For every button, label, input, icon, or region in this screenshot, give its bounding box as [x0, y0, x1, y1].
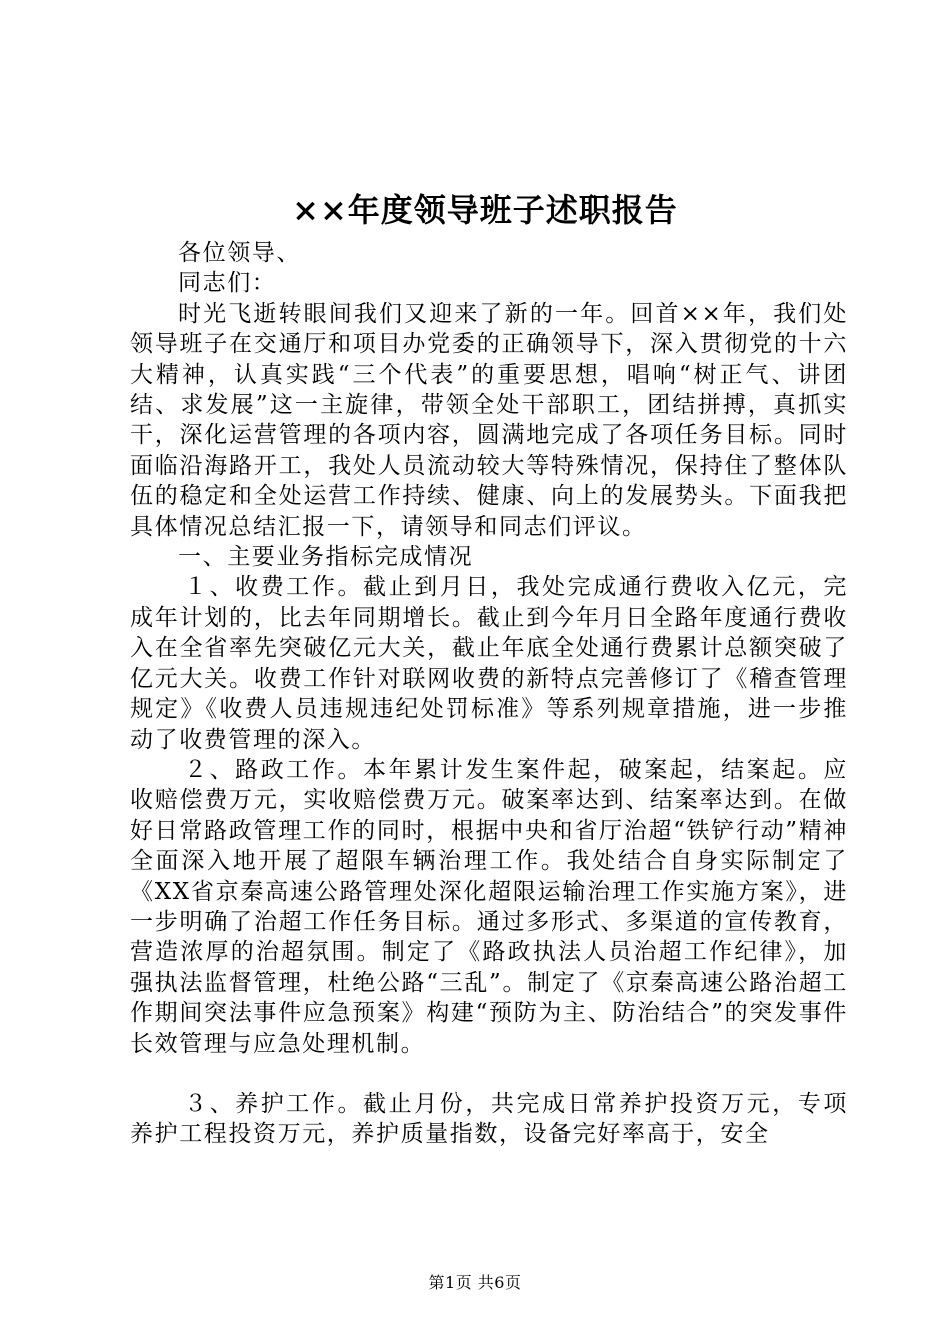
document-title: ××年度领导班子述职报告 [292, 191, 678, 229]
paragraph-spacer [130, 1059, 848, 1089]
intro-paragraph: 时光飞逝转眼间我们又迎来了新的一年。回首××年，我们处领导班子在交通厅和项目办党委的正确领导下，深入贯彻党的十六大精神，认真实践“三个代表”的重要思想，唱响“树正气、讲团结、求发展”这一主旋律，带领全处干部职工，团结拼搏，真抓实干，深化运营管理的各项内容，圆满地完成了各项任务目标。同时面临沿海路开工，我处人员流动较大等特殊情况，保持住了整体队伍的稳定和全处运营工作持续、健康、向上的发展势头。下面我把具体情况总结汇报一下，请领导和同志们评议。 [130, 300, 848, 540]
item-maintenance: ３、养护工作。截止月份，共完成日常养护投资万元，专项养护工程投资万元，养护质量指数，设备完好率高于，安全 [130, 1090, 848, 1148]
salutation-comrades: 同志们： [178, 270, 277, 297]
page-number: 第1页 共6页 [428, 1273, 522, 1292]
item-toll-collection: １、收费工作。截止到月日，我处完成通行费收入亿元，完成年计划的，比去年同期增长。截止到今年月日全路年度通行费收入在全省率先突破亿元大关，截止年底全处通行费累计总额突破了亿元大关。收费工作针对联网收费的新特点完善修订了《稽查管理规定》《收费人员违规违纪处罚标准》等系列规章措施，进一步推动了收费管理的深入。 [130, 574, 848, 753]
document-body [130, 238, 848, 1150]
item-road-administration: ２、路政工作。本年累计发生案件起，破案起，结案起。应收赔偿费万元，实收赔偿费万元。破案率达到、结案率达到。在做好日常路政管理工作的同时，根据中央和省厅治超“铁铲行动”精神全面深入地开展了超限车辆治理工作。我处结合自身实际制定了《XX省京秦高速公路管理处深化超限运输治理工作实施方案》，进一步明确了治超工作任务目标。通过多形式、多渠道的宣传教育，营造浓厚的治超氛围。制定了《路政执法人员治超工作纪律》，加强执法监督管理，杜绝公路“三乱”。制定了《京秦高速公路治超工作期间突法事件应急预案》构建“预防为主、防治结合”的突发事件长效管理与应急处理机制。 [130, 756, 848, 1057]
section-heading: 一、主要业务指标完成情况 [178, 544, 474, 571]
page-footer [0, 1272, 950, 1294]
salutation-leaders: 各位领导、 [178, 240, 301, 266]
